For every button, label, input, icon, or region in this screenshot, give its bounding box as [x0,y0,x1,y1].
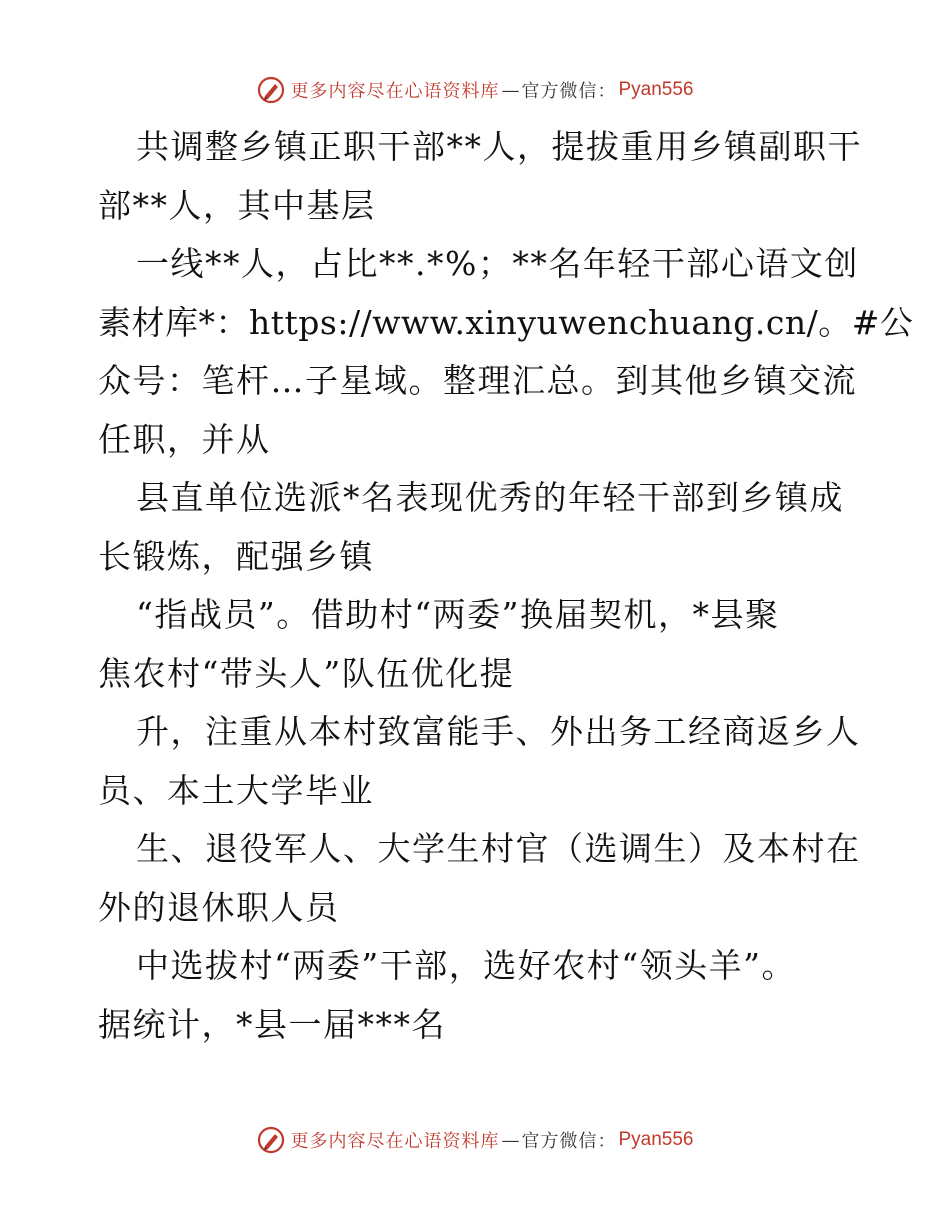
body-line: 共调整乡镇正职干部**人，提拔重用乡镇副职干 [136,127,862,166]
document-body [98,118,914,1054]
header-contact-id: Pyan556 [618,79,694,100]
body-line: 任职，并从 [98,419,271,459]
body-line: 生、退役军人、大学生村官（选调生）及本村在 [136,829,861,868]
footer-contact-label: 官方微信： [521,1131,617,1152]
body-line: 部**人，其中基层 [98,185,376,225]
body-line: 外的退休职人员 [98,887,340,927]
footer-dash: — [501,1129,520,1151]
body-line: 众号：笔杆…子星域。整理汇总。到其他乡镇交流 [98,361,857,400]
pen-logo-icon [256,75,286,105]
footer-contact-id: Pyan556 [618,1129,694,1150]
body-line: 焦农村“带头人”队伍优化提 [98,653,515,693]
body-line: 升，注重从本村致富能手、外出务工经商返乡人 [136,712,861,751]
body-line: 员、本土大学毕业 [98,770,374,810]
footer-watermark [0,1120,950,1160]
body-line: 一线**人，占比**.*%；**名年轻干部心语文创 [136,244,859,283]
header-contact-label: 官方微信： [521,81,617,102]
header-brand-text: 更多内容尽在心语资料库 [290,81,500,102]
body-line: 素材库*：https://www.xinyuwenchuang.cn/。#公 [98,302,914,342]
body-line: “指战员”。借助村“两委”换届契机，*县聚 [136,595,780,634]
body-line: 长锻炼，配强乡镇 [98,536,374,576]
body-line: 县直单位选派*名表现优秀的年轻干部到乡镇成 [136,478,844,517]
pen-logo-icon [256,1125,286,1155]
header-dash: — [501,79,520,101]
footer-brand-text: 更多内容尽在心语资料库 [290,1131,500,1152]
body-line: 据统计，*县一届***名 [98,1004,446,1044]
body-line: 中选拔村“两委”干部，选好农村“领头羊”。 [136,946,796,985]
header-watermark [0,70,950,110]
